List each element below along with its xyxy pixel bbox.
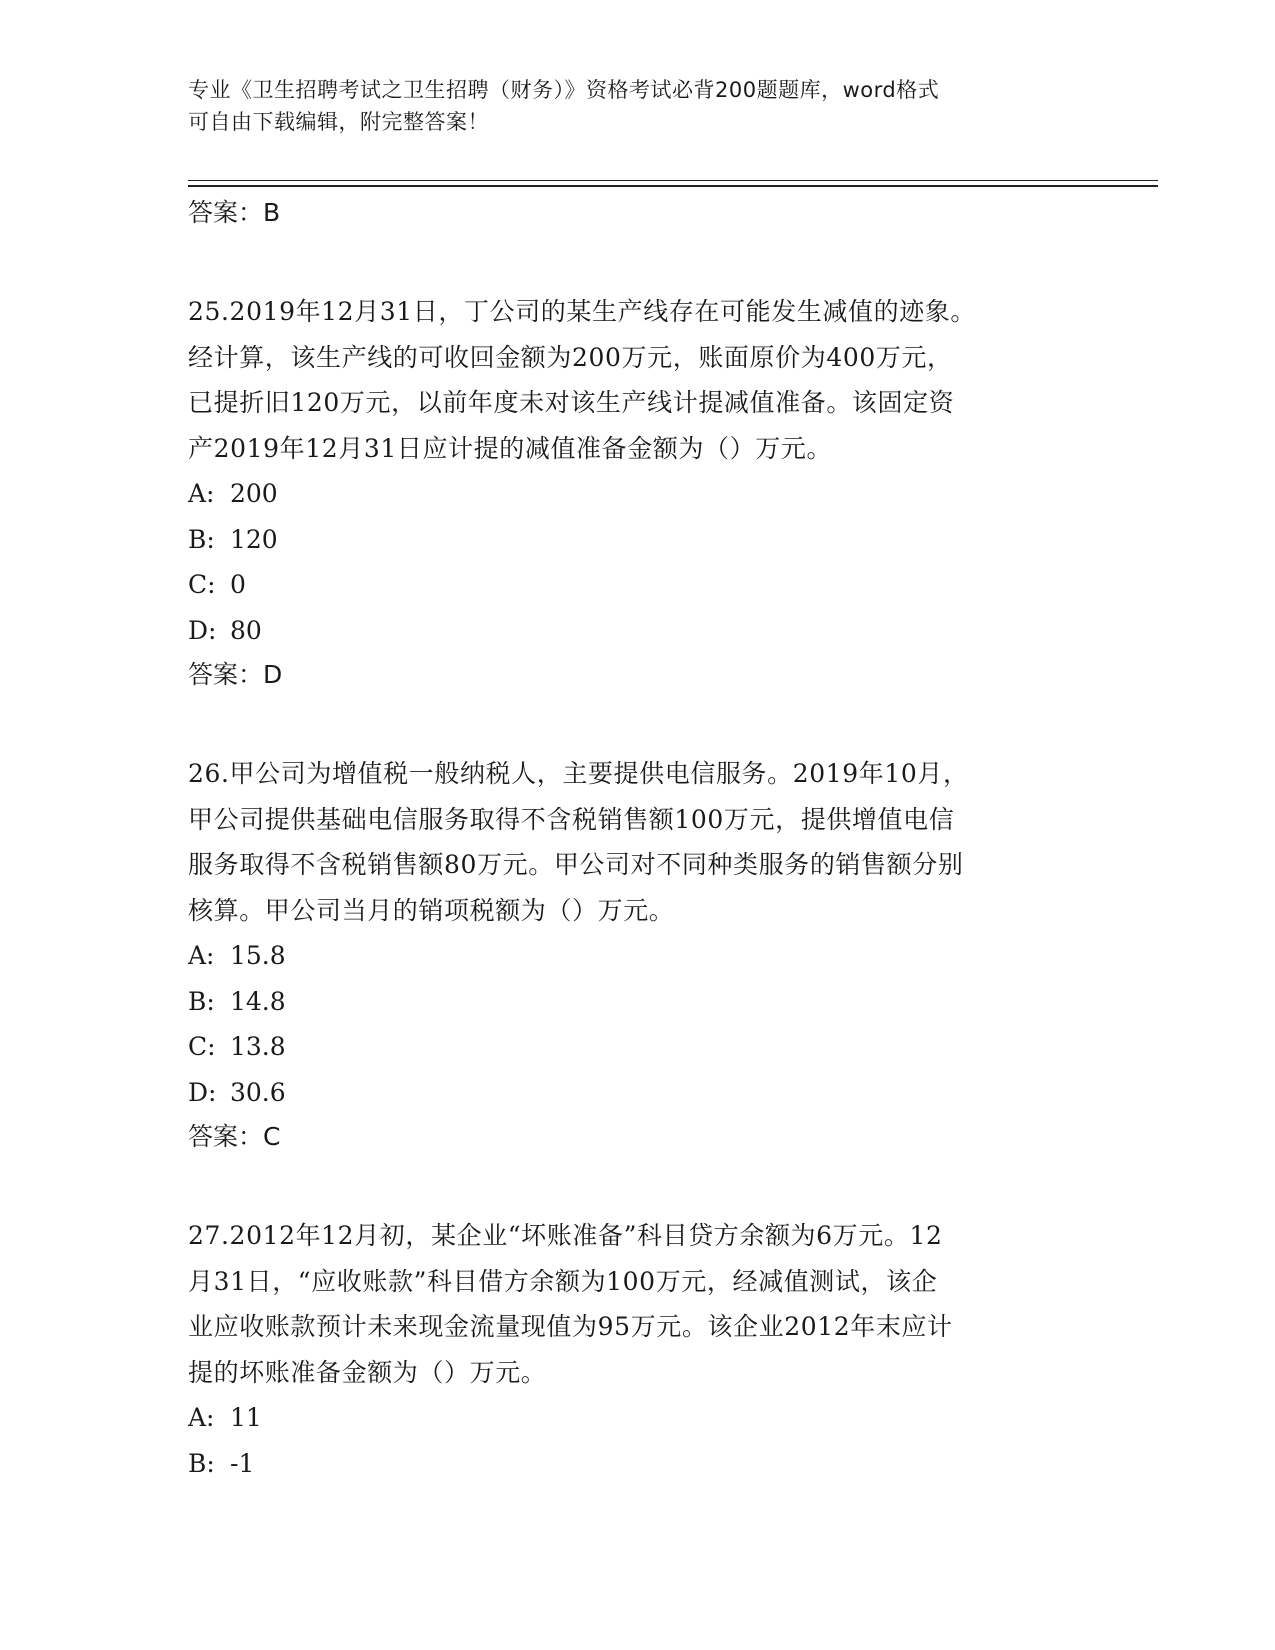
option-key: A: (188, 479, 215, 508)
option-key: B: (188, 986, 215, 1016)
option-key: B: (188, 524, 215, 554)
option-value: 14.8 (230, 986, 286, 1016)
question-block (188, 1213, 1088, 1486)
option-key: D: (188, 1077, 217, 1107)
header-line-2: 可自由下载编辑，附完整答案！ (188, 110, 489, 134)
option-c (188, 562, 1088, 608)
spacer (188, 697, 1088, 751)
answer-line: 答案：C (188, 1122, 281, 1151)
question-text-line: 25.2019年12月31日，丁公司的某生产线存在可能发生减值的迹象。 (188, 297, 977, 326)
option-key: D: (188, 615, 217, 645)
question-text-line: 月31日，“应收账款”科目借方余额为100万元，经减值测试，该企 (188, 1266, 938, 1296)
answer-line: 答案：D (188, 660, 283, 689)
question-text-line: 服务取得不含税销售额80万元。甲公司对不同种类服务的销售额分别 (188, 850, 964, 879)
option-value: 15.8 (230, 941, 286, 970)
question-text-line: 甲公司提供基础电信服务取得不含税销售额100万元，提供增值电信 (188, 804, 955, 834)
option-key: C: (188, 570, 216, 599)
document-header (188, 74, 1088, 138)
question-text-line: 26.甲公司为增值税一般纳税人，主要提供电信服务。2019年10月， (188, 759, 969, 788)
question-text-line: 提的坏账准备金额为（）万元。 (188, 1357, 547, 1387)
option-key: A: (188, 941, 215, 970)
header-divider-thick (188, 185, 1158, 187)
question-text-line: 已提折旧120万元，以前年度未对该生产线计提减值准备。该固定资 (188, 388, 955, 417)
option-value: 11 (230, 1403, 262, 1432)
question-text-line: 27.2012年12月初，某企业“坏账准备”科目贷方余额为6万元。12 (188, 1221, 943, 1250)
option-value: 30.6 (230, 1077, 286, 1107)
option-value: 13.8 (230, 1032, 286, 1061)
question-text-line: 产2019年12月31日应计提的减值准备金额为（）万元。 (188, 433, 833, 463)
question-text-line: 业应收账款预计未来现金流量现值为95万元。该企业2012年末应计 (188, 1312, 953, 1341)
option-c (188, 1024, 1088, 1070)
option-value: -1 (230, 1448, 255, 1478)
header-line-1: 专业《卫生招聘考试之卫生招聘（财务）》资格考试必背200题题库，word格式 (188, 78, 940, 102)
option-key: C: (188, 1032, 216, 1061)
question-text-line: 核算。甲公司当月的销项税额为（）万元。 (188, 895, 675, 925)
option-a (188, 1395, 1088, 1441)
question-text-line: 经计算，该生产线的可收回金额为200万元，账面原价为400万元， (188, 342, 953, 372)
document-body (188, 191, 1088, 1486)
option-key: B: (188, 1448, 215, 1478)
option-a (188, 933, 1088, 979)
option-value: 80 (230, 615, 262, 645)
option-value: 200 (230, 479, 278, 508)
option-key: A: (188, 1403, 215, 1432)
option-d (188, 608, 1088, 654)
option-d (188, 1070, 1088, 1116)
option-b (188, 1441, 1088, 1487)
option-value: 0 (230, 570, 246, 599)
option-value: 120 (230, 524, 278, 554)
option-b (188, 979, 1088, 1025)
answer-line: 答案：B (188, 198, 281, 227)
option-b (188, 517, 1088, 563)
question-block (188, 751, 1088, 1159)
spacer (188, 1159, 1088, 1213)
header-divider-thin (188, 180, 1158, 181)
question-block (188, 289, 1088, 697)
spacer (188, 235, 1088, 289)
option-a (188, 471, 1088, 517)
